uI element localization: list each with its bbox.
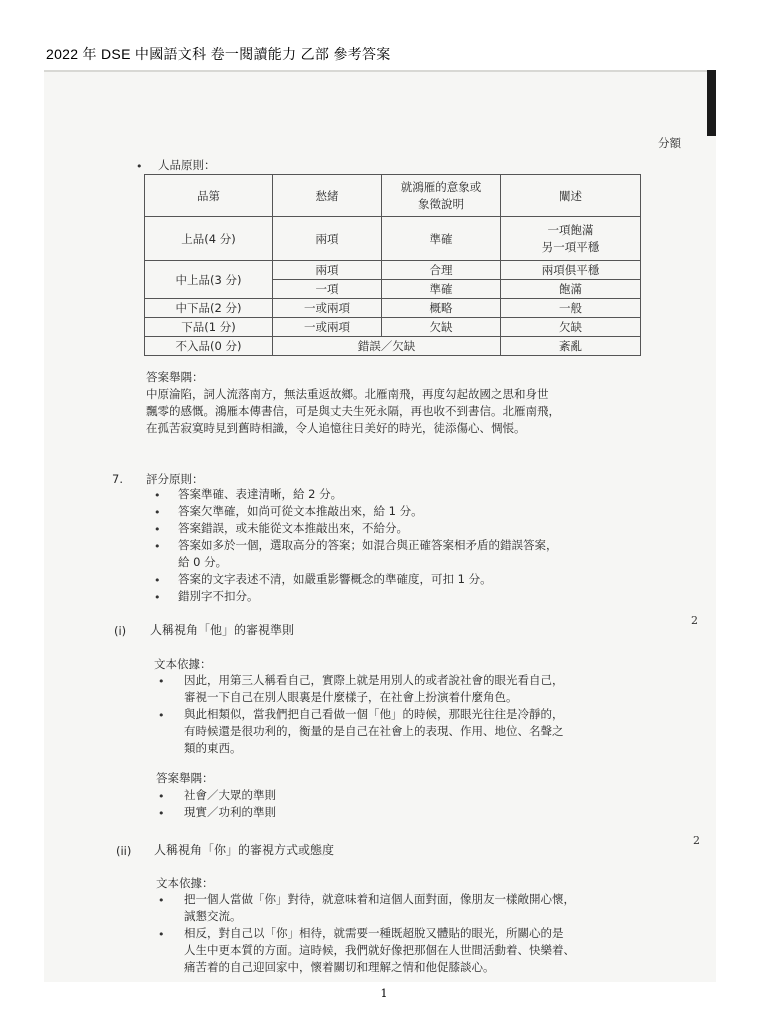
- table-row: [145, 261, 641, 280]
- part-label: (ii): [116, 844, 132, 858]
- part-marks: 2: [693, 834, 700, 847]
- header-grade: 品第: [145, 175, 273, 217]
- part-title: 人稱視角「他」的審視準則: [150, 623, 295, 637]
- grade-cell: 不入品(0 分): [145, 337, 273, 356]
- header-mood: 愁緒: [273, 175, 382, 217]
- evidence-line: 審視一下自己在別人眼裏是什麼樣子，在社會上扮演着什麼角色。: [184, 690, 518, 704]
- evidence-line: 有時候還是很功利的，衡量的是自己在社會上的表現、作用、地位、名聲之: [184, 724, 564, 738]
- elaboration-cell: 欠缺: [501, 318, 641, 337]
- scan-border: [44, 70, 716, 72]
- symbol-cell: 準確: [382, 217, 501, 261]
- evidence-label: 文本依據：: [154, 657, 212, 671]
- score-column-label: 分額: [658, 136, 681, 150]
- document-header: 2022 年 DSE 中國語文科 卷一閱讀能力 乙部 參考答案: [46, 46, 391, 62]
- symbol-cell: 欠缺: [382, 318, 501, 337]
- symbol-cell: 準確: [382, 280, 501, 299]
- evidence-line: 與此相類似，當我們把自己看做一個「他」的時候，那眼光往往是冷靜的，: [184, 707, 564, 721]
- principle-label: 評分原則：: [146, 472, 204, 486]
- merged-cell: 錯誤／欠缺: [273, 337, 501, 356]
- rule-item: 答案欠準確，如尚可從文本推敲出來，給 1 分。: [178, 504, 423, 518]
- symbol-cell: 合理: [382, 261, 501, 280]
- example-line: 中原淪陷，詞人流落南方，無法重返故鄉。北雁南飛，再度勾起故國之思和身世: [146, 387, 549, 401]
- mood-cell: 一或兩項: [273, 299, 382, 318]
- evidence-label: 文本依據：: [156, 876, 214, 890]
- rule-item: 答案如多於一個，選取高分的答案；如混合與正確答案相矛盾的錯誤答案，: [178, 538, 558, 552]
- elaboration-cell: 紊亂: [501, 337, 641, 356]
- bullet: •: [158, 709, 165, 722]
- evidence-line: 痛苦着的自己迎回家中，懷着關切和理解之情和他促膝談心。: [184, 960, 495, 974]
- principle-label: 人品原則：: [158, 158, 216, 172]
- rule-item: 答案準確、表達清晰，給 2 分。: [178, 487, 343, 501]
- elaboration-cell: 飽滿: [501, 280, 641, 299]
- mood-cell: 一項: [273, 280, 382, 299]
- evidence-line: 把一個人當做「你」對待，就意味着和這個人面對面，像朋友一樣敞開心懷，: [184, 892, 575, 906]
- mood-cell: 兩項: [273, 261, 382, 280]
- part-title: 人稱視角「你」的審視方式或態度: [154, 843, 335, 857]
- evidence-line: 誠懇交流。: [184, 909, 242, 923]
- evidence-line: 人生中更本質的方面。這時候，我們就好像把那個在人世間活動着、快樂着、: [184, 943, 575, 957]
- table-header-row: [145, 175, 641, 217]
- bullet: •: [154, 574, 161, 587]
- bullet: •: [154, 506, 161, 519]
- evidence-line: 類的東西。: [184, 741, 242, 755]
- part-label: (i): [114, 624, 127, 638]
- grade-cell: 中上品(3 分): [145, 261, 273, 299]
- bullet: •: [154, 489, 161, 502]
- bullet: •: [158, 675, 165, 688]
- header-elaboration: 闡述: [501, 175, 641, 217]
- elaboration-cell: 一般: [501, 299, 641, 318]
- mood-cell: 一或兩項: [273, 318, 382, 337]
- symbol-cell: 概略: [382, 299, 501, 318]
- bullet: •: [158, 807, 165, 820]
- grading-table: [144, 174, 641, 356]
- bullet: •: [158, 928, 165, 941]
- bullet: •: [154, 540, 161, 553]
- scan-dark-edge: [707, 70, 716, 136]
- bullet: •: [136, 160, 143, 173]
- example-label: 答案舉隅：: [146, 370, 204, 384]
- mood-cell: 兩項: [273, 217, 382, 261]
- header-symbol: 就鴻雁的意象或 象徵說明: [382, 175, 501, 217]
- table-row: [145, 337, 641, 356]
- bullet: •: [158, 790, 165, 803]
- page-number: 1: [380, 987, 388, 1000]
- part-marks: 2: [691, 614, 698, 627]
- example-line: 飄零的感慨。鴻雁本傳書信，可是與丈夫生死永隔，再也收不到書信。北雁南飛，: [146, 404, 560, 418]
- bullet: •: [154, 591, 161, 604]
- example-label: 答案舉隅：: [156, 771, 214, 785]
- question-number: 7.: [112, 472, 123, 486]
- evidence-line: 相反，對自己以「你」相待，就需要一種既超脫又體貼的眼光，所關心的是: [184, 926, 564, 940]
- table-row: [145, 318, 641, 337]
- rule-item-continued: 給 0 分。: [178, 555, 228, 569]
- rule-item: 答案錯誤，或未能從文本推敲出來，不給分。: [178, 521, 408, 535]
- scanned-page: [44, 70, 716, 982]
- elaboration-cell: 兩項俱平穩: [501, 261, 641, 280]
- example-line: 在孤苦寂寞時見到舊時相識，令人追憶往日美好的時光，徒添傷心、惆悵。: [146, 421, 526, 435]
- example-item: 社會／大眾的準則: [184, 788, 276, 802]
- table-row: [145, 299, 641, 318]
- example-item: 現實／功利的準則: [184, 805, 276, 819]
- bullet: •: [158, 894, 165, 907]
- grade-cell: 下品(1 分): [145, 318, 273, 337]
- bullet: •: [154, 523, 161, 536]
- rule-item: 答案的文字表述不清，如嚴重影響概念的準確度，可扣 1 分。: [178, 572, 492, 586]
- elaboration-cell: 一項飽滿 另一項平穩: [501, 217, 641, 261]
- table-row: [145, 217, 641, 261]
- grade-cell: 上品(4 分): [145, 217, 273, 261]
- rule-item: 錯別字不扣分。: [178, 589, 259, 603]
- grade-cell: 中下品(2 分): [145, 299, 273, 318]
- evidence-line: 因此，用第三人稱看自己，實際上就是用別人的或者說社會的眼光看自己，: [184, 673, 564, 687]
